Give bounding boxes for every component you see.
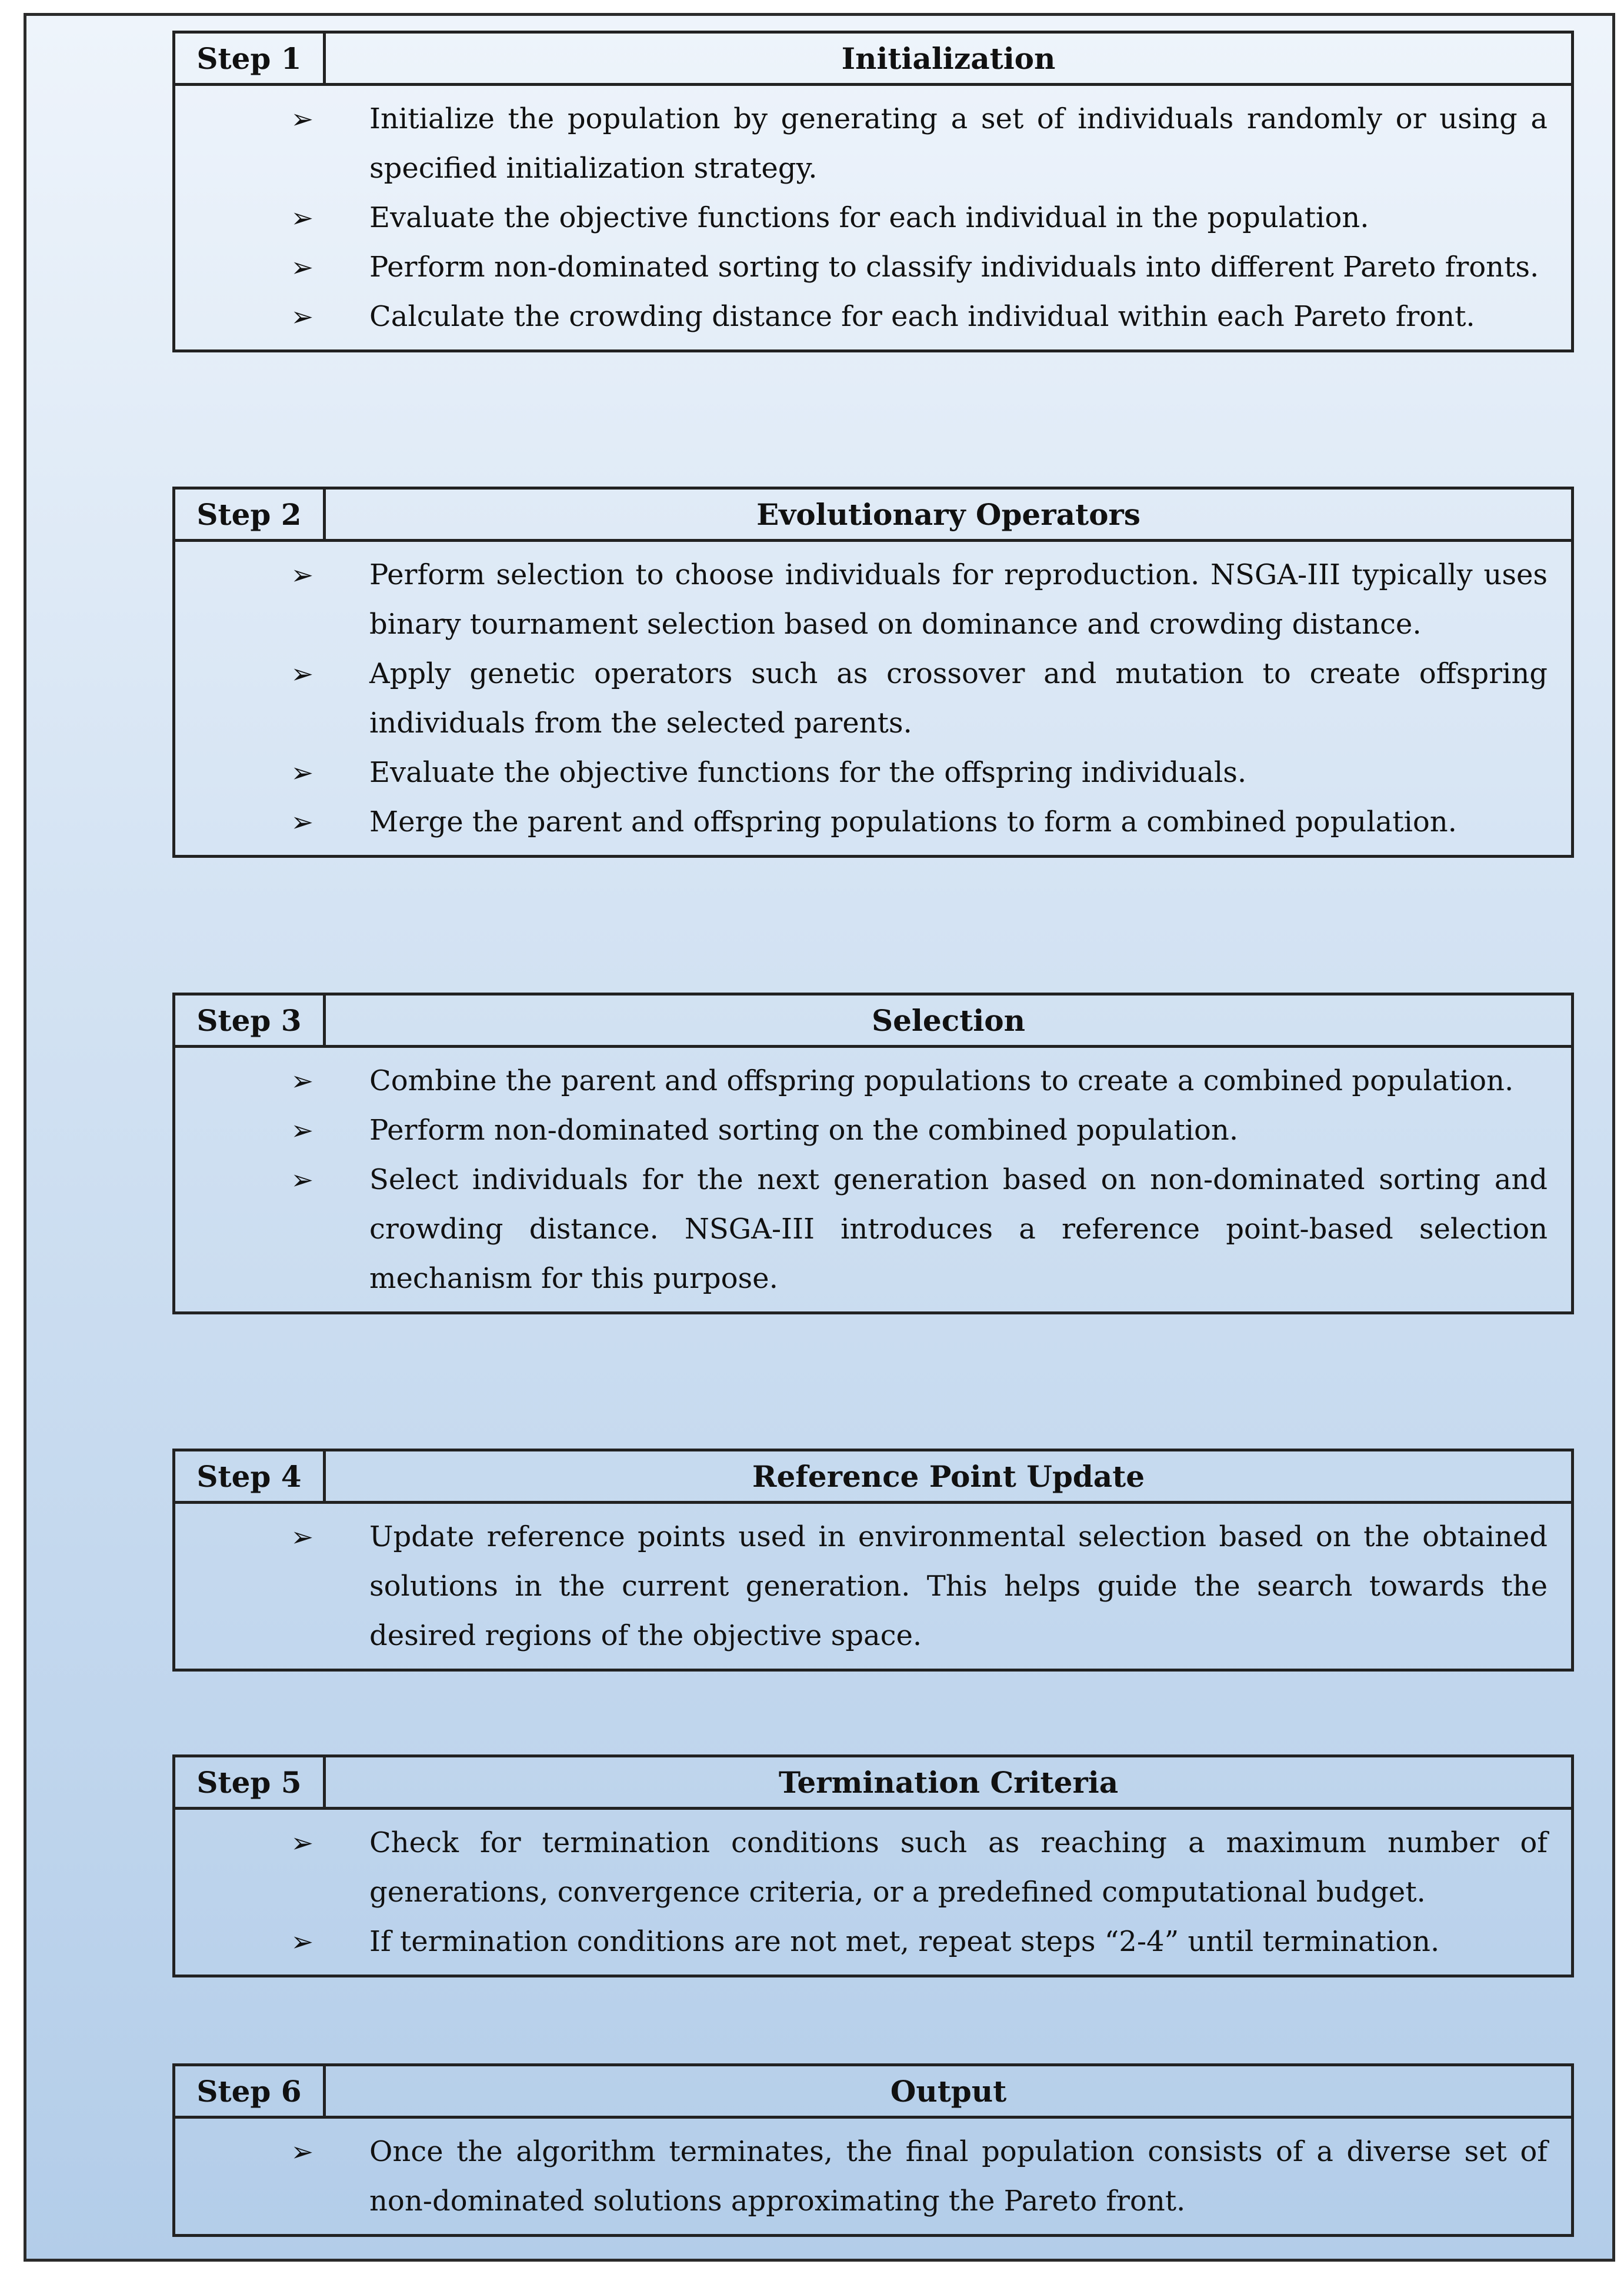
step-title: Initialization — [841, 41, 1056, 76]
arrow-bullet-icon: ➢ — [291, 1114, 314, 1146]
bullet-text: Evaluate the objective functions for the offspring individuals. — [369, 756, 1247, 789]
bullet-text: Perform selection to choose individuals for reproduction. NSGA-III typically uses binary tournament selection based on dominance and crowding distance. — [369, 558, 1548, 641]
list-item — [175, 649, 1548, 748]
arrow-bullet-icon: ➢ — [291, 202, 314, 234]
step-4-table — [172, 1449, 1574, 1672]
bullet-text: Check for termination conditions such as reaching a maximum number of generations, convergence criteria, or a predefined computational budget. — [369, 1826, 1548, 1909]
list-item — [175, 193, 1548, 242]
list-item — [175, 1818, 1548, 1917]
bullet-text: If termination conditions are not met, repeat steps “2-4” until termination. — [369, 1925, 1440, 1958]
bullet-text: Initialize the population by generating a set of individuals randomly or using a specified initialization strategy. — [369, 102, 1548, 185]
step-title: Evolutionary Operators — [756, 497, 1141, 532]
arrow-bullet-icon: ➢ — [291, 559, 314, 591]
list-item — [175, 1106, 1548, 1155]
step-header — [175, 34, 1571, 86]
list-item — [175, 292, 1548, 341]
arrow-bullet-icon: ➢ — [291, 103, 314, 135]
step-label: Step 5 — [175, 1757, 326, 1807]
bullet-text: Evaluate the objective functions for each individual in the population. — [369, 201, 1369, 234]
list-item — [175, 1917, 1548, 1966]
step-body — [175, 1810, 1571, 1975]
arrow-bullet-icon: ➢ — [291, 1164, 314, 1196]
step-5-table — [172, 1754, 1574, 1977]
bullet-text: Perform non-dominated sorting on the combined population. — [369, 1114, 1239, 1147]
bullet-text: Once the algorithm terminates, the final population consists of a diverse set of non-dominated solutions approximating the Pareto front. — [369, 2135, 1548, 2218]
list-item — [175, 94, 1548, 193]
step-title: Output — [890, 2073, 1007, 2109]
bullet-text: Merge the parent and offspring populations to form a combined population. — [369, 805, 1457, 838]
list-item — [175, 550, 1548, 649]
step-label: Step 2 — [175, 490, 326, 539]
step-label: Step 1 — [175, 34, 326, 83]
list-item — [175, 797, 1548, 847]
step-body — [175, 2119, 1571, 2234]
bullet-text: Calculate the crowding distance for each individual within each Pareto front. — [369, 300, 1475, 333]
step-header — [175, 1757, 1571, 1810]
list-item — [175, 1512, 1548, 1660]
step-body — [175, 542, 1571, 855]
step-title: Termination Criteria — [778, 1764, 1119, 1800]
list-item — [175, 1155, 1548, 1303]
bullet-text: Combine the parent and offspring populations to create a combined population. — [369, 1064, 1514, 1097]
arrow-bullet-icon: ➢ — [291, 806, 314, 838]
arrow-bullet-icon: ➢ — [291, 1926, 314, 1957]
arrow-bullet-icon: ➢ — [291, 301, 314, 332]
step-2-table — [172, 487, 1574, 858]
arrow-bullet-icon: ➢ — [291, 1065, 314, 1097]
step-body — [175, 1504, 1571, 1669]
flowchart-frame — [24, 13, 1615, 2262]
step-title: Reference Point Update — [752, 1459, 1145, 1494]
arrow-bullet-icon: ➢ — [291, 658, 314, 690]
step-header — [175, 1451, 1571, 1504]
step-body — [175, 86, 1571, 349]
step-header — [175, 490, 1571, 542]
step-label: Step 6 — [175, 2066, 326, 2116]
step-label: Step 3 — [175, 996, 326, 1045]
step-1-table — [172, 31, 1574, 352]
bullet-text: Perform non-dominated sorting to classify individuals into different Pareto fronts. — [369, 251, 1539, 284]
arrow-bullet-icon: ➢ — [291, 757, 314, 788]
bullet-text: Update reference points used in environmental selection based on the obtained solutions in the current generation. This helps guide the search towards the desired regions of the objective space. — [369, 1520, 1548, 1652]
bullet-text: Select individuals for the next generation based on non-dominated sorting and crowding distance. NSGA-III introduces a reference point-based selection mechanism for this purpose. — [369, 1163, 1548, 1295]
step-label: Step 4 — [175, 1451, 326, 1501]
bullet-text: Apply genetic operators such as crossover and mutation to create offspring individuals from the selected parents. — [369, 657, 1548, 740]
step-header — [175, 996, 1571, 1048]
arrow-bullet-icon: ➢ — [291, 2136, 314, 2168]
list-item — [175, 242, 1548, 292]
step-header — [175, 2066, 1571, 2119]
list-item — [175, 1056, 1548, 1106]
arrow-bullet-icon: ➢ — [291, 1521, 314, 1553]
list-item — [175, 2127, 1548, 2226]
step-3-table — [172, 993, 1574, 1314]
list-item — [175, 748, 1548, 797]
step-body — [175, 1048, 1571, 1311]
arrow-bullet-icon: ➢ — [291, 1827, 314, 1859]
step-6-table — [172, 2063, 1574, 2237]
arrow-bullet-icon: ➢ — [291, 251, 314, 283]
step-title: Selection — [872, 1003, 1025, 1038]
